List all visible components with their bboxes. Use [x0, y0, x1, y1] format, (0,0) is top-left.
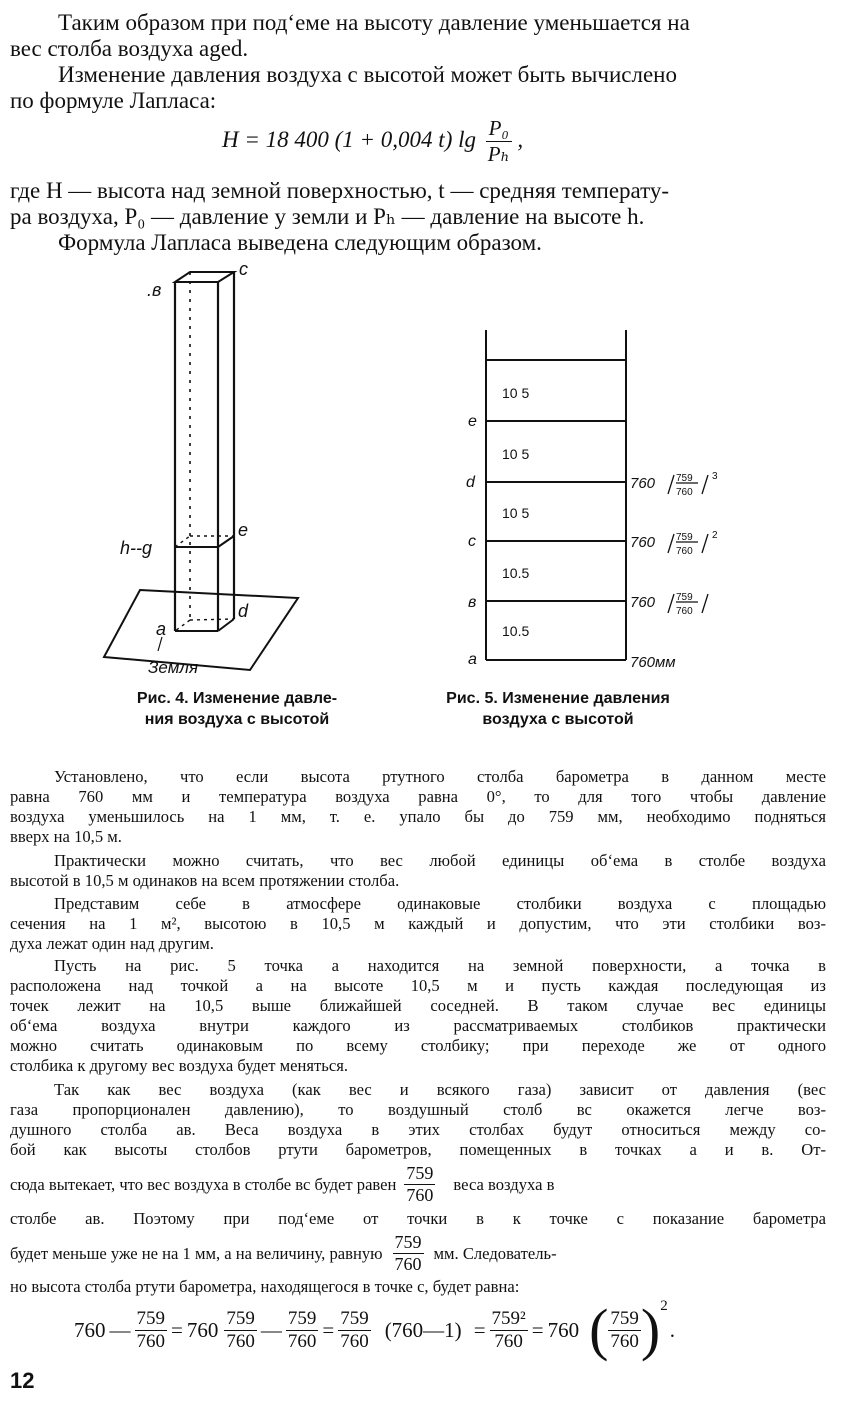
svg-text:3: 3 — [712, 471, 718, 482]
laplace-denominator: Pₕ — [487, 142, 510, 166]
fig4-caption-line-2: ния воздуха с высотой — [144, 711, 330, 728]
fig4-caption — [92, 688, 382, 730]
p2-line-2: высотой в 10,5 м одинаков на всем протяжении столба. — [10, 871, 400, 890]
p5-line-4: бой как высоты столбов ртути барометров, помещенных в точках а и в. От- — [10, 1140, 826, 1159]
intro-line-2: вес столба воздуха aged. — [10, 36, 249, 61]
section-side — [218, 536, 234, 547]
frac-line-1 — [10, 1163, 826, 1206]
p5-line-2: газа пропорционален давлению), то воздушный столб вс окажется легче воз- — [10, 1100, 826, 1119]
label-h-g: h--g — [120, 538, 153, 558]
intro-line-4: по формуле Лапласа: — [10, 88, 217, 113]
intro-line-1: Таким образом при подʻеме на высоту давление уменьшается на — [58, 10, 690, 35]
fig5-label-e: e — [468, 413, 477, 430]
frac-line-2-post: мм. Следователь- — [433, 1244, 557, 1263]
fig5-reading-d — [630, 471, 718, 498]
fig5-segment-3: 10 5 — [502, 505, 530, 521]
after-line-3: Формула Лапласа выведена следующим образом. — [58, 230, 542, 255]
fig4-caption-line-1: Рис. 4. Изменение давле- — [136, 690, 338, 707]
p4-line-5: можно считать одинаковым по всему столбику; при переходе же от одного — [10, 1036, 826, 1055]
svg-text:759: 759 — [676, 473, 693, 484]
fraction-759-760-b: $\frac{759}{760}$ — [394, 1232, 422, 1274]
fig5-caption — [408, 688, 708, 730]
fig5-segment-1: 10.5 — [502, 623, 530, 639]
paren-open: ( — [589, 1297, 609, 1362]
p5-line-3: душного столба ав. Веса воздуха в этих столбах будут относиться между со- — [10, 1120, 826, 1139]
label-a: a — [156, 619, 167, 639]
section-hidden-left — [175, 536, 190, 547]
fraction-759-760-a: $\frac{759}{760}$ — [406, 1163, 434, 1205]
p3-line-2: сечения на 1 м², высотою в 10,5 м каждый и допустим, что эти столбики воз- — [10, 914, 826, 933]
p1-line-1: Установлено, что если высота ртутного столба барометра в данном месте — [54, 767, 826, 786]
svg-text:760: 760 — [676, 546, 693, 557]
fig5-segment-4: 10 5 — [502, 446, 530, 462]
fig5-label-a: a — [468, 651, 477, 668]
p4-line-3: точек лежит на 10,5 выше ближайшей соседней. В таком случае вес единицы — [10, 996, 826, 1015]
exponent-2: 2 — [660, 1298, 668, 1314]
fig5-reading-v — [630, 592, 708, 617]
fig5-segment-2: 10.5 — [502, 565, 530, 581]
p4-line-2: расположена над точкой a на высоте 10,5 м и пусть каждая последующая из — [10, 976, 826, 995]
label-v: .в — [147, 280, 162, 300]
fig5-label-d: d — [466, 474, 475, 491]
p4-line-1: Пусть на рис. 5 точка a находится на земной поверхности, а точка в — [54, 956, 826, 975]
svg-text:759: 759 — [676, 592, 693, 603]
column-bottom-side — [218, 619, 234, 631]
fig5-segment-5: 10 5 — [502, 385, 530, 401]
frac-line-1-post: веса воздуха в — [453, 1175, 555, 1194]
p3-line-3: духа лежат один над другим. — [10, 934, 214, 953]
fig5-caption-line-1: Рис. 5. Изменение давления — [446, 690, 670, 707]
frac-line-2 — [10, 1232, 826, 1275]
hidden-bottom-back — [190, 619, 234, 620]
column-top — [175, 272, 234, 282]
p1-line-3: воздуха уменьшилось на 1 мм, т. е. упало бы до 759 мм, необходимо подняться — [10, 807, 826, 826]
after-line-1: где H — высота над земной поверхностью, t — средняя температу- — [10, 178, 670, 203]
svg-text:760: 760 — [676, 606, 693, 617]
paren-close: ) — [640, 1297, 661, 1362]
fig5-reading-c — [630, 530, 718, 557]
page-number: 12 — [10, 1368, 35, 1393]
svg-text:760: 760 — [676, 487, 693, 498]
p2-line-1: Практически можно считать, что вес любой единицы обʻема в столбе воздуха — [54, 851, 826, 870]
fig5-label-c: c — [468, 533, 476, 550]
p1-line-4: вверх на 10,5 м. — [10, 827, 122, 846]
earth-pointer — [158, 637, 162, 651]
frac-line-1-pre: сюда вытекает, что вес воздуха в столбе вс будет равен — [10, 1175, 397, 1194]
laplace-fraction — [486, 116, 512, 167]
p4-line-6: столбика к другому вес воздуха будет меняться. — [10, 1056, 348, 1075]
hidden-bottom-left — [175, 620, 190, 631]
label-e: e — [238, 520, 249, 540]
frac-line-2-pre: будет меньше уже не на 1 мм, а на величину, равную — [10, 1244, 383, 1263]
label-d: d — [238, 601, 249, 621]
laplace-tail: , — [517, 126, 524, 152]
body-last-line: но высота столба ртути барометра, находящегося в точке c, будет равна: — [10, 1277, 520, 1296]
fig5-caption-line-2: воздуха с высотой — [482, 711, 634, 728]
laplace-formula — [222, 116, 523, 167]
svg-text:760: 760 — [630, 534, 656, 551]
laplace-numerator: P₀ — [486, 116, 512, 142]
intro-line-3: Изменение давления воздуха с высотой может быть вычислено — [58, 62, 677, 87]
label-earth: Земля — [148, 658, 199, 677]
svg-text:760: 760 — [630, 594, 656, 611]
p4-line-4: обʻема воздуха внутри каждого из рассматриваемых столбиков практически — [10, 1016, 826, 1035]
p5-line-1: Так как вес воздуха (как вес и всякого газа) зависит от давления (вес — [54, 1080, 826, 1099]
fig5-label-v: в — [468, 594, 477, 611]
p1-line-2: равна 760 мм и температура воздуха равна 0°, то для того чтобы давление — [10, 787, 826, 806]
label-c: c — [239, 259, 248, 279]
final-equation: 760 — $\frac{759}{760}$ = 760 $\frac{759}{760}$ — $\frac{759}{760}$ = $\frac{759}{760}$ (760—1) = $\frac{\text{759²}}{760}$ = 760 ( $\frac{759}{760}$ ) 2 . — [74, 1297, 675, 1362]
svg-text:2: 2 — [712, 530, 718, 541]
svg-text:760: 760 — [630, 475, 656, 492]
figure-4 — [0, 255, 420, 680]
body-line-after-frac: столбе ав. Поэтому при подʻеме от точки в к точке c показание барометра — [10, 1209, 826, 1228]
fig5-reading-a: 760мм — [630, 654, 676, 671]
laplace-lhs: H = 18 400 (1 + 0,004 t) lg — [222, 126, 476, 152]
svg-text:759: 759 — [676, 532, 693, 543]
p3-line-1: Представим себе в атмосфере одинаковые столбики воздуха с площадью — [54, 894, 826, 913]
figure-5 — [440, 330, 760, 680]
after-line-2: ра воздуха, P₀ — давление у земли и Pₕ — давление на высоте h. — [10, 204, 645, 229]
